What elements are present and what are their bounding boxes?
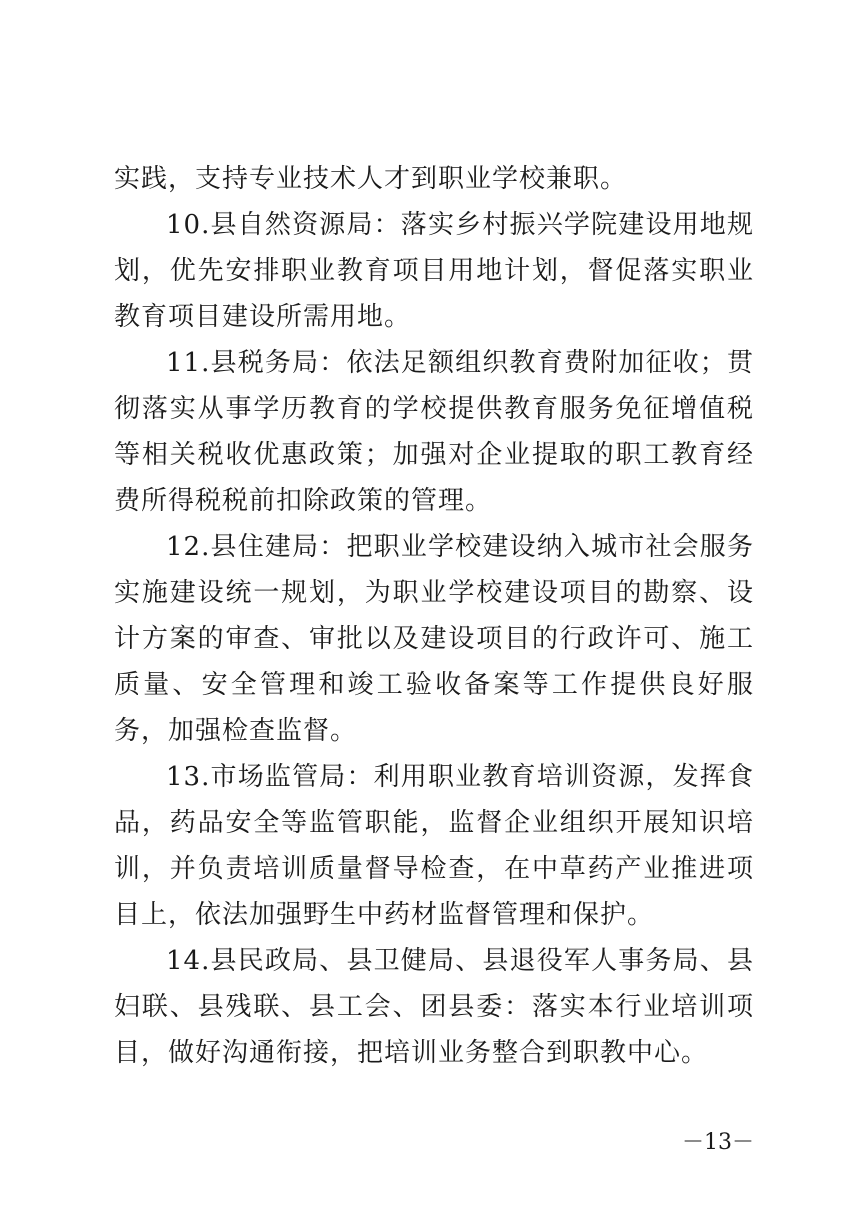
paragraph-item-11: 11.县税务局：依法足额组织教育费附加征收；贯彻落实从事学历教育的学校提供教育服务免征增值税等相关税收优惠政策；加强对企业提取的职工教育经费所得税税前扣除政策的管理。 [114,348,754,516]
paragraph-item-13: 13.市场监管局：利用职业教育培训资源，发挥食品，药品安全等监管职能，监督企业组织开展知识培训，并负责培训质量督导检查，在中草药产业推进项目上，依法加强野生中药材监督管理和保护。 [114,762,754,930]
document-body [114,156,754,1076]
paragraph-item-12: 12.县住建局：把职业学校建设纳入城市社会服务实施建设统一规划，为职业学校建设项目的勘察、设计方案的审查、审批以及建设项目的行政许可、施工质量、安全管理和竣工验收备案等工作提供良好服务，加强检查监督。 [114,532,754,746]
paragraph-continuation: 实践，支持专业技术人才到职业学校兼职。 [114,164,628,194]
page-number: －13－ [682,1130,754,1155]
paragraph-item-14: 14.县民政局、县卫健局、县退役军人事务局、县妇联、县残联、县工会、团县委：落实本行业培训项目，做好沟通衔接，把培训业务整合到职教中心。 [114,946,754,1068]
paragraph-item-10: 10.县自然资源局：落实乡村振兴学院建设用地规划，优先安排职业教育项目用地计划，督促落实职业教育项目建设所需用地。 [114,210,754,332]
